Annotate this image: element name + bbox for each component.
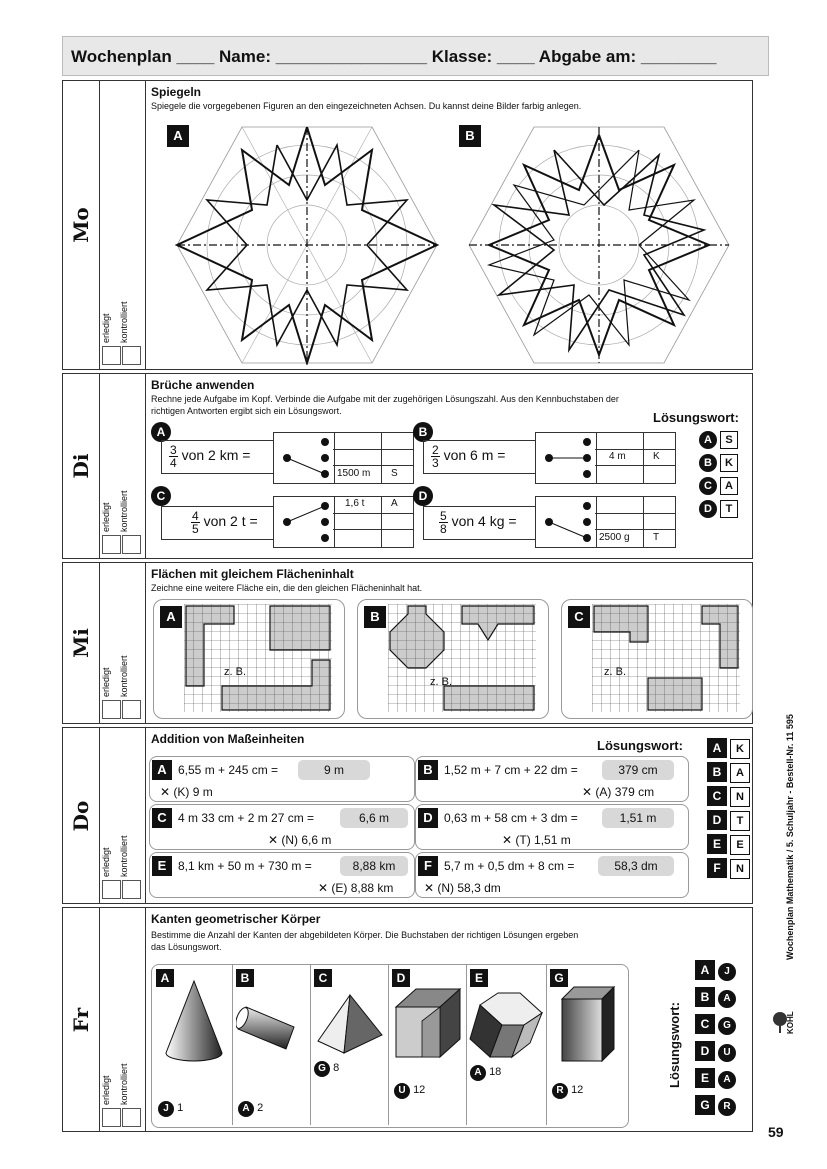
solution-box[interactable]: A xyxy=(718,1071,736,1089)
answer-note: ✕ (N) 6,6 m xyxy=(268,833,332,847)
addition-task-a xyxy=(149,756,415,802)
day-label-mo: Mo xyxy=(69,207,93,243)
body-answer[interactable]: R 12 xyxy=(552,1083,583,1099)
checked-label: kontrolliert xyxy=(119,301,129,343)
solution-row: C A xyxy=(699,476,749,499)
task-letter-a: A xyxy=(151,422,171,442)
task-text: von 4 kg = xyxy=(451,513,517,530)
body-answer[interactable]: G 8 xyxy=(314,1061,339,1077)
addition-task-f xyxy=(415,852,689,898)
answer-code: S xyxy=(391,468,398,479)
addition-task-e xyxy=(149,852,415,898)
solution-row: B K xyxy=(699,453,749,476)
body-answer[interactable]: J 1 xyxy=(158,1101,183,1117)
answer-note: ✕ (N) 58,3 dm xyxy=(424,881,501,895)
answer-value: 1,6 t xyxy=(345,498,365,509)
day-label-fr: Fr xyxy=(69,1007,93,1032)
row-tuesday xyxy=(62,373,753,559)
solution-box[interactable]: E xyxy=(730,835,750,855)
task-description-1: Bestimme die Anzahl der Kanten der abgebildeten Körper. Die Buchstaben der richtigen Lösungen ergeben xyxy=(151,930,579,940)
body-answer[interactable]: A 18 xyxy=(470,1065,501,1081)
answer-code: K xyxy=(653,451,660,462)
body-letter: D xyxy=(392,969,410,987)
area-panel-b[interactable] xyxy=(357,599,549,719)
task-letter-c: C xyxy=(151,486,171,506)
header-bar xyxy=(62,36,769,76)
solution-word-label: Lösungswort: xyxy=(667,1002,682,1088)
answer-note: ✕ (E) 8,88 km xyxy=(318,881,394,895)
solution-box[interactable]: T xyxy=(720,500,738,518)
answer-value: 4 m xyxy=(609,451,626,462)
solution-row: D T xyxy=(707,810,753,834)
checked-label: kontrolliert xyxy=(119,655,129,697)
answer-field[interactable]: 8,88 km xyxy=(340,856,408,876)
checked-label: kontrolliert xyxy=(119,490,129,532)
task-title: Brüche anwenden xyxy=(151,378,255,392)
task-text: von 2 t = xyxy=(203,513,258,530)
task-text: 6,55 m + 245 cm = xyxy=(178,763,279,777)
task-letter: E xyxy=(152,856,172,876)
bodies-strip xyxy=(151,964,629,1128)
day-label-mi: Mi xyxy=(69,628,93,658)
solution-box[interactable]: K xyxy=(730,739,750,759)
task-letter: B xyxy=(418,760,438,780)
task-letter: C xyxy=(152,808,172,828)
checked-checkbox[interactable] xyxy=(122,1108,141,1127)
solution-row: A K xyxy=(707,738,753,762)
done-label: erledigt xyxy=(101,847,111,877)
connect-dots[interactable] xyxy=(271,496,341,546)
done-checkbox[interactable] xyxy=(102,346,121,365)
body-cylinder xyxy=(232,965,311,1125)
done-checkbox[interactable] xyxy=(102,880,121,899)
task-text: 8,1 km + 50 m + 730 m = xyxy=(178,859,312,873)
solution-box[interactable]: G xyxy=(718,1017,736,1035)
answer-field[interactable]: 379 cm xyxy=(602,760,674,780)
done-label: erledigt xyxy=(101,1075,111,1105)
row-thursday xyxy=(62,727,753,904)
fraction-task-a xyxy=(151,422,413,478)
task-text: 0,63 m + 58 cm + 3 dm = xyxy=(444,811,578,825)
task-description-2: das Lösungswort. xyxy=(151,942,222,952)
example-label: z. B. xyxy=(604,666,627,678)
task-letter-d: D xyxy=(413,486,433,506)
answer-field[interactable]: 1,51 m xyxy=(602,808,674,828)
body-cuboid xyxy=(546,965,626,1125)
solution-row: A S xyxy=(699,430,749,453)
answer-note: ✕ (T) 1,51 m xyxy=(502,833,571,847)
figure-a-label: A xyxy=(167,125,189,147)
fraction: $\frac{4}{5}$ xyxy=(192,509,199,536)
solution-box[interactable]: A xyxy=(730,763,750,783)
body-letter: B xyxy=(236,969,254,987)
solution-box[interactable]: A xyxy=(718,990,736,1008)
task-text: 1,52 m + 7 cm + 22 dm = xyxy=(444,763,578,777)
body-answer[interactable]: U 12 xyxy=(394,1083,425,1099)
task-text: von 2 km = xyxy=(181,447,251,464)
page-number: 59 xyxy=(768,1124,784,1140)
body-letter: E xyxy=(470,969,488,987)
solution-box[interactable]: R xyxy=(718,1098,736,1116)
answer-value: 2500 g xyxy=(599,532,630,543)
done-checkbox[interactable] xyxy=(102,1108,121,1127)
solution-box[interactable]: A xyxy=(720,477,738,495)
answer-code: A xyxy=(391,498,398,509)
panel-label: A xyxy=(160,606,182,628)
solution-word-grid xyxy=(695,960,743,1122)
fraction-task-d xyxy=(413,486,677,548)
body-cone xyxy=(152,965,233,1125)
checked-checkbox[interactable] xyxy=(122,535,141,554)
answer-field[interactable]: 9 m xyxy=(298,760,370,780)
solution-box[interactable]: K xyxy=(720,454,738,472)
checked-checkbox[interactable] xyxy=(122,346,141,365)
task-description-2: richtigen Antworten ergibt sich ein Lösungswort. xyxy=(151,406,342,416)
solution-word-grid xyxy=(699,430,749,522)
solution-row: C N xyxy=(707,786,753,810)
area-panel-a[interactable] xyxy=(153,599,345,719)
addition-task-b xyxy=(415,756,689,802)
connect-dots[interactable] xyxy=(533,432,603,482)
solution-row: G R xyxy=(695,1095,743,1122)
solution-box[interactable]: N xyxy=(730,787,750,807)
connect-dots[interactable] xyxy=(271,432,341,482)
task-letter: A xyxy=(152,760,172,780)
task-text: 4 m 33 cm + 2 m 27 cm = xyxy=(178,811,315,825)
publisher-sidebar-text: Wochenplan Mathematik / 5. Schuljahr - Bestell-Nr. 11 595 xyxy=(785,714,795,960)
fraction: $\frac{5}{8}$ xyxy=(440,509,447,536)
fraction-task-c xyxy=(151,486,413,548)
answer-note: ✕ (K) 9 m xyxy=(160,785,213,799)
connect-dots[interactable] xyxy=(533,496,603,546)
checked-checkbox[interactable] xyxy=(122,880,141,899)
mirror-figure-b[interactable] xyxy=(459,125,739,365)
figure-b-label: B xyxy=(459,125,481,147)
answer-field[interactable]: 6,6 m xyxy=(340,808,408,828)
checked-label: kontrolliert xyxy=(119,1063,129,1105)
body-letter: G xyxy=(550,969,568,987)
answer-field[interactable]: 58,3 dm xyxy=(598,856,674,876)
fraction-task-b xyxy=(413,422,677,478)
task-description: Spiegele die vorgegebenen Figuren an den eingezeichneten Achsen. Du kannst deine Bilder farbig anlegen. xyxy=(151,101,582,111)
solution-row: E E xyxy=(707,834,753,858)
task-text: von 6 m = xyxy=(443,447,506,464)
row-monday xyxy=(62,80,753,370)
row-friday xyxy=(62,907,753,1132)
solution-row: D U xyxy=(695,1041,743,1068)
task-title: Flächen mit gleichem Flächeninhalt xyxy=(151,567,354,581)
body-hexagonal-prism xyxy=(466,965,547,1125)
task-description: Zeichne eine weitere Fläche ein, die den gleichen Flächeninhalt hat. xyxy=(151,583,423,593)
task-text: 5,7 m + 0,5 dm + 8 cm = xyxy=(444,859,575,873)
solution-box[interactable]: S xyxy=(720,431,738,449)
solution-box[interactable]: U xyxy=(718,1044,736,1062)
done-checkbox[interactable] xyxy=(102,700,121,719)
addition-task-c xyxy=(149,804,415,850)
example-label: z. B. xyxy=(430,676,453,688)
task-title: Addition von Maßeinheiten xyxy=(151,732,305,746)
solution-box[interactable]: J xyxy=(718,963,736,981)
solution-row: C G xyxy=(695,1014,743,1041)
example-label: z. B. xyxy=(224,666,247,678)
task-description-1: Rechne jede Aufgabe im Kopf. Verbinde die Aufgabe mit der zugehörigen Lösungszahl. Aus den Kennbuchstaben der xyxy=(151,394,619,404)
solution-row: B A xyxy=(707,762,753,786)
header-text: Wochenplan ____ Name: ________________ Klasse: ____ Abgabe am: ________ xyxy=(71,47,717,66)
panel-label: B xyxy=(364,606,386,628)
task-letter: D xyxy=(418,808,438,828)
done-checkbox[interactable] xyxy=(102,535,121,554)
solution-row: E A xyxy=(695,1068,743,1095)
body-pyramid xyxy=(310,965,389,1125)
task-letter: F xyxy=(418,856,438,876)
answer-note: ✕ (A) 379 cm xyxy=(582,785,655,799)
solution-box[interactable]: T xyxy=(730,811,750,831)
solution-row: B A xyxy=(695,987,743,1014)
task-letter-b: B xyxy=(413,422,433,442)
done-label: erledigt xyxy=(101,667,111,697)
day-label-do: Do xyxy=(69,800,93,831)
solution-row: F N xyxy=(707,858,753,882)
row-wednesday xyxy=(62,562,753,724)
checked-label: kontrolliert xyxy=(119,835,129,877)
body-letter: C xyxy=(314,969,332,987)
answer-value: 1500 m xyxy=(337,468,371,479)
task-title: Kanten geometrischer Körper xyxy=(151,912,321,926)
body-letter: A xyxy=(156,969,174,987)
day-label-di: Di xyxy=(69,453,93,479)
area-panel-c[interactable] xyxy=(561,599,753,719)
body-prism xyxy=(388,965,467,1125)
fraction: $\frac{3}{4}$ xyxy=(170,443,177,470)
publisher-name: KOHL xyxy=(786,1011,795,1034)
solution-box[interactable]: N xyxy=(730,859,750,879)
panel-label: C xyxy=(568,606,590,628)
addition-task-d xyxy=(415,804,689,850)
answer-code: T xyxy=(653,532,660,543)
body-answer[interactable]: A 2 xyxy=(238,1101,263,1117)
solution-row: A J xyxy=(695,960,743,987)
solution-word-grid xyxy=(707,738,753,882)
task-title: Spiegeln xyxy=(151,85,202,99)
solution-word-label: Lösungswort: xyxy=(597,738,683,753)
done-label: erledigt xyxy=(101,313,111,343)
mirror-figure-a[interactable] xyxy=(167,125,447,365)
fraction: $\frac{2}{3}$ xyxy=(432,443,439,470)
solution-word-label: Lösungswort: xyxy=(653,410,739,425)
solution-row: D T xyxy=(699,499,749,522)
checked-checkbox[interactable] xyxy=(122,700,141,719)
done-label: erledigt xyxy=(101,502,111,532)
